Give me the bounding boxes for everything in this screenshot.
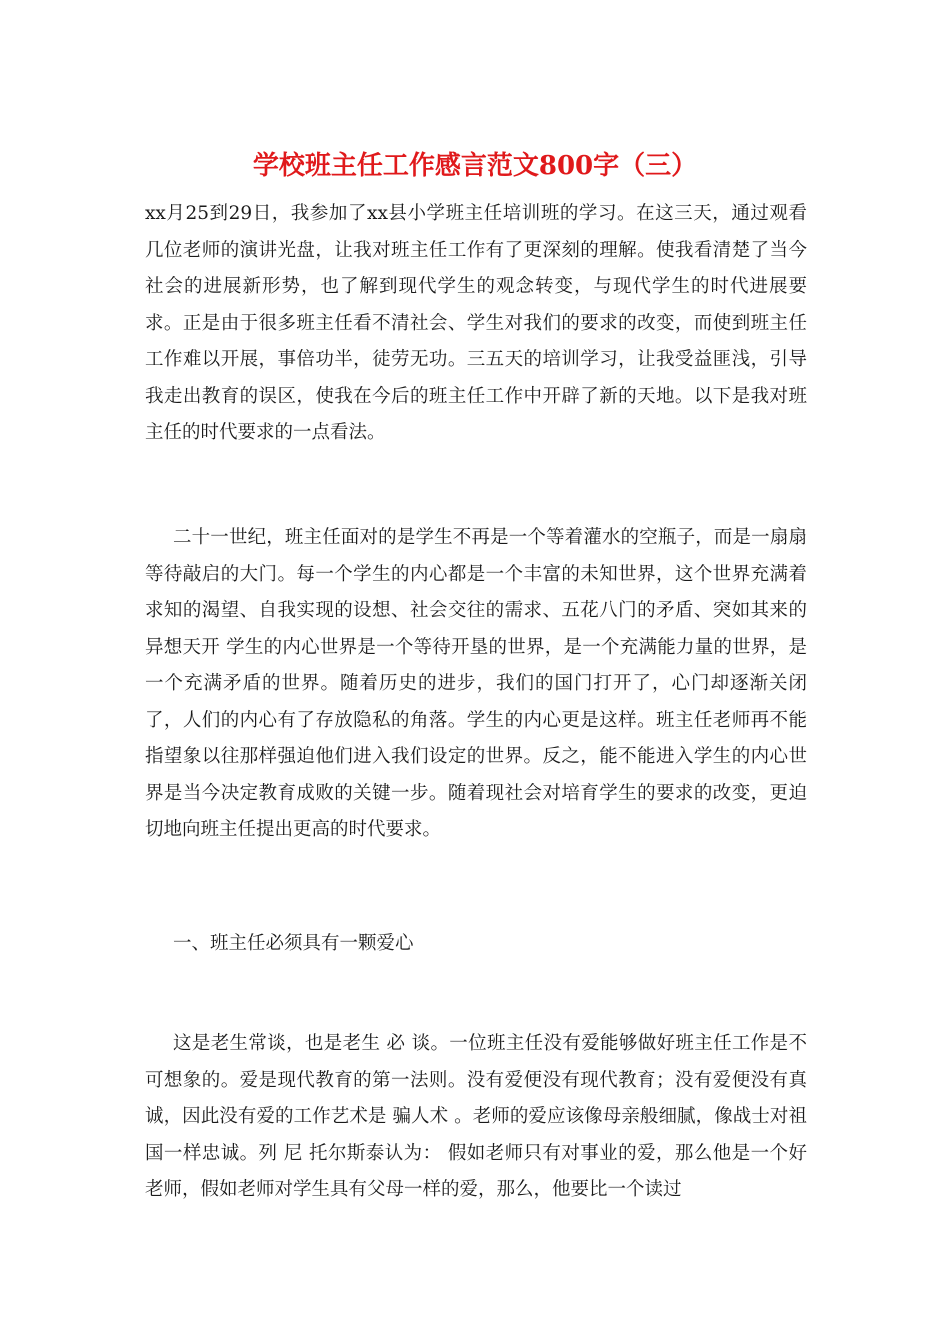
paragraph-love: 这是老生常谈，也是老生 必 谈。一位班主任没有爱能够做好班主任工作是不可想象的。爱是现代教育的第一法则。没有爱便没有现代教育；没有爱便没有真诚，因此没有爱的工作艺术是 骗人术 。老师的爱应该像母亲般细腻，像战士对祖国一样忠诚。列 尼 托尔斯泰认为： 假如老师只有对事业的爱，那么他是一个好老师，假如老师对学生具有父母一样的爱，那么，他要比一个读过	[145, 1033, 807, 1200]
section-heading-love: 一、班主任必须具有一颗爱心	[173, 933, 414, 954]
paragraph-21st-century: 二十一世纪，班主任面对的是学生不再是一个等着灌水的空瓶子，而是一扇扇等待敲启的大门。每一个学生的内心都是一个丰富的未知世界，这个世界充满着求知的渴望、自我实现的设想、社会交往的需求、五花八门的矛盾、突如其来的异想天开 学生的内心世界是一个等待开垦的世界，是一个充满能力量的世界，是一个充满矛盾的世界。随着历史的进步，我们的国门打开了，心门却逐渐关闭了，人们的内心有了存放隐私的角落。学生的内心更是这样。班主任老师再不能指望象以往那样强迫他们进入我们设定的世界。反之，能不能进入学生的内心世界是当今决定教育成败的关键一步。随着现社会对培育学生的要求的改变，更迫切地向班主任提出更高的时代要求。	[145, 527, 807, 840]
document-title: 学校班主任工作感言范文800字（三）	[252, 151, 698, 181]
paragraph-intro: xx月25到29日，我参加了xx县小学班主任培训班的学习。在这三天，通过观看几位老师的演讲光盘，让我对班主任工作有了更深刻的理解。使我看清楚了当今社会的进展新形势，也了解到现代学生的观念转变，与现代学生的时代进展要求。正是由于很多班主任看不清社会、学生对我们的要求的改变，而使到班主任工作难以开展，事倍功半，徒劳无功。三五天的培训学习，让我受益匪浅，引导我走出教育的误区，使我在今后的班主任工作中开辟了新的天地。以下是我对班主任的时代要求的一点看法。	[145, 203, 807, 443]
